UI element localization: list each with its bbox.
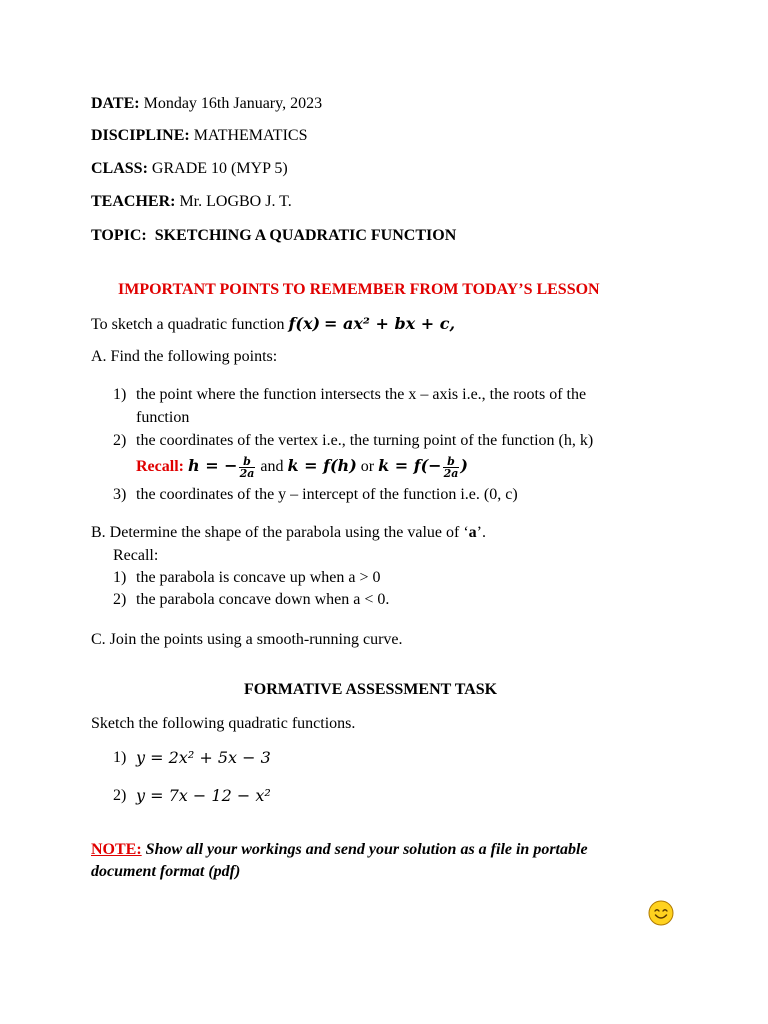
discipline-value: MATHEMATICS (193, 127, 308, 144)
fraction-denominator: 2a (239, 466, 255, 480)
note-text-line1: Show all your workings and send your solution as a file in portable (145, 841, 588, 858)
intro-formula-rhs: = ax² + bx + c, (324, 314, 456, 333)
section-b-heading-a: a (468, 524, 477, 541)
emoji-face (649, 901, 673, 925)
date-value: Monday 16th January, 2023 (143, 95, 323, 112)
and-word: and (260, 458, 284, 475)
recall-h: h = − (187, 456, 238, 475)
teacher-label: TEACHER: (91, 193, 176, 210)
section-a-heading: A. Find the following points: (91, 348, 278, 365)
note-text-line2: document format (pdf) (91, 863, 241, 880)
fraction-numerator-second: b (443, 456, 460, 468)
note-line1 (91, 840, 588, 860)
section-b-recall: Recall: (113, 547, 159, 564)
task1-number: 1) (113, 749, 127, 766)
topic-line (91, 226, 456, 246)
assessment-instruction: Sketch the following quadratic functions. (91, 715, 356, 732)
fraction-numerator: b (239, 456, 256, 468)
section-b-item2-number: 2) (113, 591, 127, 608)
recall-k-of-h: k = f(h) (287, 456, 357, 475)
smiling-face-emoji-icon (648, 900, 674, 926)
discipline-line (91, 126, 307, 146)
class-line (91, 159, 288, 179)
teacher-line (91, 192, 292, 212)
fraction-b-over-2a-second (443, 456, 460, 479)
intro-line (91, 314, 455, 335)
task1-formula: y = 2x² + 5x − 3 (136, 748, 271, 767)
section-a-item1-number: 1) (113, 386, 127, 403)
section-a-item1-line1: the point where the function intersects the x – axis i.e., the roots of the (136, 386, 587, 403)
discipline-label: DISCIPLINE: (91, 127, 190, 144)
section-c-heading: C. Join the points using a smooth-running curve. (91, 631, 403, 648)
section-a-item1-line2: function (136, 409, 190, 426)
important-heading: IMPORTANT POINTS TO REMEMBER FROM TODAY’S LESSON (118, 281, 600, 298)
intro-formula-lhs: f(x) (288, 314, 321, 333)
assessment-heading: FORMATIVE ASSESSMENT TASK (244, 681, 498, 698)
section-b-item2-text: the parabola concave down when a < 0. (136, 591, 390, 608)
recall-formula-line (136, 453, 468, 480)
fraction-denominator-second: 2a (443, 466, 459, 480)
section-a-item3-text: the coordinates of the y – intercept of the function i.e. (0, c) (136, 486, 518, 503)
task2-number: 2) (113, 787, 127, 804)
section-a-item3-number: 3) (113, 486, 127, 503)
fraction-b-over-2a (239, 456, 256, 479)
section-b-item1-text: the parabola is concave up when a > 0 (136, 569, 381, 586)
task2-formula: y = 7x − 12 − x² (136, 786, 271, 805)
section-a-item2-text: the coordinates of the vertex i.e., the turning point of the function (h, k) (136, 432, 594, 449)
recall-label: Recall: (136, 458, 184, 475)
section-b-item1-number: 1) (113, 569, 127, 586)
topic-label: TOPIC: (91, 227, 147, 244)
section-a-item2-number: 2) (113, 432, 127, 449)
class-value: GRADE 10 (MYP 5) (151, 160, 288, 177)
class-label: CLASS: (91, 160, 148, 177)
note-label: NOTE: (91, 841, 142, 858)
teacher-value: Mr. LOGBO J. T. (179, 193, 292, 210)
recall-k-post: ) (460, 456, 468, 475)
section-b-heading (91, 523, 486, 543)
section-b-heading-pre: B. Determine the shape of the parabola using the value of ‘ (91, 524, 469, 541)
recall-k-pre: k = f(− (378, 456, 442, 475)
intro-text: To sketch a quadratic function (91, 316, 289, 333)
section-b-heading-post: ’. (476, 524, 486, 541)
date-line (91, 94, 322, 114)
topic-value: SKETCHING A QUADRATIC FUNCTION (154, 227, 457, 244)
or-word: or (360, 458, 375, 475)
date-label: DATE: (91, 95, 140, 112)
